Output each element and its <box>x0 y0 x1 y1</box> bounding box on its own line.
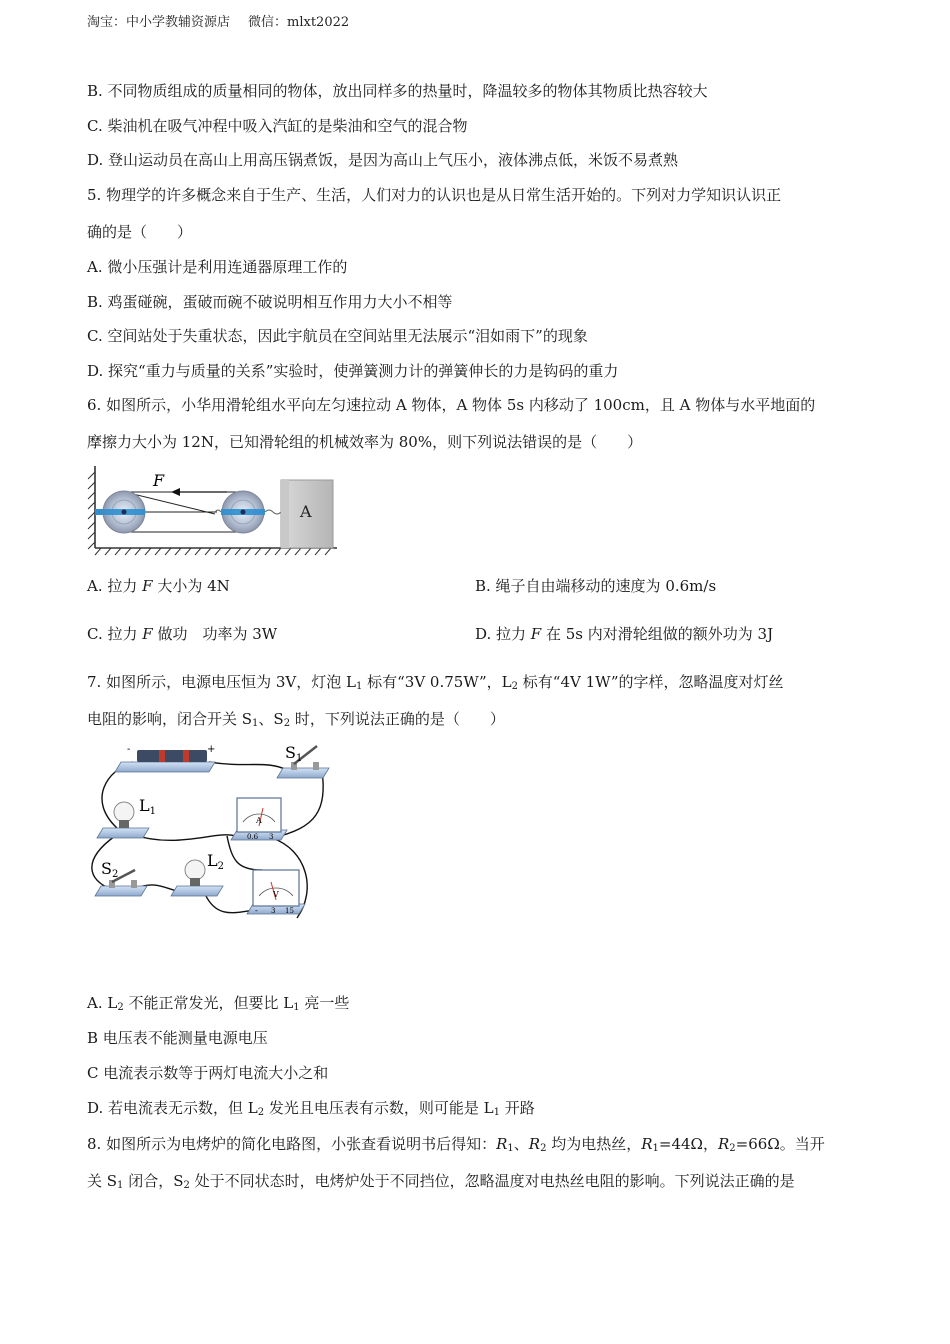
battery-base <box>115 762 215 772</box>
voltmeter-label: V <box>273 890 279 899</box>
page-header <box>87 13 349 33</box>
lamp-l2-base <box>171 886 223 896</box>
q5-option-b: B. 鸡蛋碰碗，蛋破而碗不破说明相互作用力大小不相等 <box>87 293 453 311</box>
q7-stem-line2: 电阻的影响，闭合开关 $S_1$、$S_2$ 时，下列说法正确的是（ ） <box>87 710 505 729</box>
header-shop: 淘宝：中小学教辅资源店 <box>87 15 231 30</box>
q5-option-c: C. 空间站处于失重状态，因此宇航员在空间站里无法展示“泪如雨下”的现象 <box>87 327 588 345</box>
lamp-l1-bulb <box>114 802 134 822</box>
ammeter-scale-a: 0.6 <box>247 833 259 841</box>
q6-stem-line2: 摩擦力大小为 12N，已知滑轮组的机械效率为 80%，则下列说法错误的是（ ） <box>87 433 643 451</box>
battery <box>137 750 207 762</box>
label-l1: L1 <box>139 796 156 817</box>
q4-option-d: D. 登山运动员在高山上用高压锅煮饭，是因为高山上气压小，液体沸点低，米饭不易煮熟 <box>87 151 679 169</box>
q5-stem-line1: 5. 物理学的许多概念来自于生产、生活，人们对力的认识也是从日常生活开始的。下列对力学知识认识正 <box>87 186 782 204</box>
hook-right <box>265 510 281 514</box>
ammeter <box>237 798 281 832</box>
header-wechat: 微信：mlxt2022 <box>248 15 350 30</box>
voltmeter-scale-b: 15 <box>285 907 294 915</box>
q6-option-a: A. 拉力 F 大小为 4N <box>87 577 230 595</box>
q5-stem-line2: 确的是（ ） <box>87 223 193 241</box>
circuit-figure <box>87 740 337 922</box>
force-arrow-head <box>171 488 180 496</box>
q8-stem-line2: 关 $S_1$ 闭合，$S_2$ 处于不同状态时，电烤炉处于不同挡位，忽略温度对电热丝电阻的影响。下列说法正确的是 <box>87 1172 795 1191</box>
block-label: A <box>300 502 312 521</box>
switch-s2-base <box>95 886 147 896</box>
q6-option-c: C. 拉力 F 做功 功率为 3W <box>87 625 278 643</box>
battery-plus: + <box>207 744 216 755</box>
voltmeter-scale-a: 3 <box>271 907 276 915</box>
switch-s1-base <box>277 768 329 778</box>
q7-stem-line1: 7. 如图所示，电源电压恒为 3V，灯泡 $L_1$ 标有“3V 0.75W”，$L_2$ 标有“4V 1W”的字样，忽略温度对灯丝 <box>87 673 784 692</box>
q7-option-b: B 电压表不能测量电源电压 <box>87 1029 268 1047</box>
lamp-l1-base <box>97 828 149 838</box>
q6-option-d: D. 拉力 F 在 5s 内对滑轮组做的额外功为 3J <box>475 625 774 643</box>
q7-option-a: A. $L_2$ 不能正常发光，但要比 $L_1$ 亮一些 <box>87 994 350 1013</box>
ground-hatch <box>95 548 331 555</box>
ammeter-scale-b: 3 <box>269 833 274 841</box>
q6-stem-line1: 6. 如图所示，小华用滑轮组水平向左匀速拉动 A 物体，A 物体 5s 内移动了 100cm，且 A 物体与水平地面的 <box>87 396 816 414</box>
q8-stem-line1: 8. 如图所示为电烤炉的简化电路图，小张查看说明书后得知：$R_1$、$R_2$ 均为电热丝，$R_1=44\Omega$，$R_2=66\Omega$。当开 <box>87 1135 825 1154</box>
label-s1: S1 <box>285 743 303 764</box>
battery-minus: - <box>127 744 131 755</box>
q4-option-c: C. 柴油机在吸气冲程中吸入汽缸的是柴油和空气的混合物 <box>87 117 468 135</box>
label-s2: S2 <box>101 859 119 880</box>
pulley-figure <box>87 462 339 556</box>
force-label: F <box>153 471 165 490</box>
q7-option-c: C 电流表示数等于两灯电流大小之和 <box>87 1064 329 1082</box>
lamp-l2-bulb <box>185 860 205 880</box>
q4-option-b: B. 不同物质组成的质量相同的物体，放出同样多的热量时，降温较多的物体其物质比热容较大 <box>87 82 708 100</box>
wall-hatch <box>88 472 95 549</box>
q5-option-d: D. 探究“重力与质量的关系”实验时，使弹簧测力计的弹簧伸长的力是钩码的重力 <box>87 362 619 380</box>
voltmeter-minus: - <box>255 906 258 915</box>
label-l2: L2 <box>207 851 224 872</box>
q5-option-a: A. 微小压强计是利用连通器原理工作的 <box>87 258 348 276</box>
q6-option-b: B. 绳子自由端移动的速度为 0.6m/s <box>475 577 717 595</box>
ammeter-label: A <box>256 816 262 825</box>
q7-option-d: D. 若电流表无示数，但 $L_2$ 发光且电压表有示数，则可能是 $L_1$ 开路 <box>87 1099 535 1118</box>
